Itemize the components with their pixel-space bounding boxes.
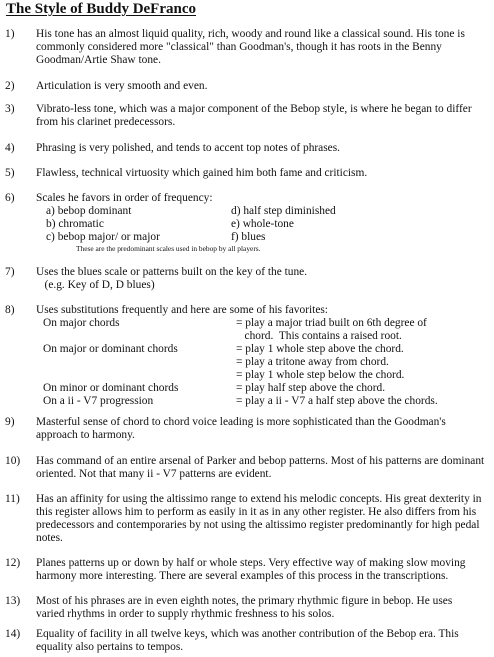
scale-entry: a) bebop dominant [46, 205, 132, 217]
list-item [5, 304, 489, 408]
item-number: 3) [5, 103, 15, 115]
item-number: 6) [5, 192, 15, 204]
scale-entry: c) bebop major/ or major [46, 231, 160, 243]
substitution-row [36, 369, 489, 382]
substitution-rule: = play 1 whole step below the chord. [236, 369, 405, 381]
substitution-rule: = play a major triad built on 6th degree of [236, 317, 427, 329]
list-item [5, 142, 489, 155]
item-number: 5) [5, 167, 15, 179]
list-item [5, 28, 489, 67]
item-line: equality also pertains to tempos. [36, 641, 184, 653]
item-line: harmony more interesting. There are several examples of this process in the transcriptions. [36, 570, 449, 582]
item-line: Scales he favors in order of frequency: [36, 192, 213, 204]
item-line: from his clarinet predecessors. [36, 116, 176, 128]
scales-footnote: These are the predominant scales used in bebop by all players. [76, 244, 261, 253]
item-line: this register allows him to perform as easily in it as in any other register. He also differs from his [36, 506, 477, 518]
substitution-row [36, 382, 489, 395]
item-line: Vibrato-less tone, which was a major component of the Bebop style, is where he began to differ [36, 103, 472, 115]
item-number: 9) [5, 416, 15, 428]
list-item [5, 167, 489, 180]
item-line: notes. [36, 532, 63, 544]
item-line: Planes patterns up or down by half or whole steps. Very effective way of making slow moving [36, 557, 466, 569]
scale-row [36, 218, 489, 231]
item-number: 14) [5, 628, 21, 640]
scale-entry: d) half step diminished [231, 205, 336, 217]
substitution-row [36, 317, 489, 330]
scale-row [36, 205, 489, 218]
substitution-rule: chord. This contains a raised root. [236, 330, 402, 342]
item-line: varied rhythms in order to supply rhythmic freshness to his solos. [36, 608, 335, 620]
substitution-rule: = play 1 whole step above the chord. [236, 343, 404, 355]
substitution-row [36, 356, 489, 369]
list-item [5, 416, 489, 442]
substitution-rule: = play a tritone away from chord. [236, 356, 389, 368]
page-title: The Style of Buddy DeFranco [6, 1, 197, 17]
list-item [5, 628, 489, 654]
list-item [5, 455, 489, 481]
list-item [5, 192, 489, 253]
scale-entry: b) chromatic [46, 218, 104, 230]
substitution-row [36, 343, 489, 356]
item-line: Has an affinity for using the altissimo range to extend his melodic concepts. His great dexterity in [36, 493, 482, 505]
item-number: 1) [5, 28, 15, 40]
list-item [5, 557, 489, 583]
item-number: 11) [5, 493, 20, 505]
substitution-row [36, 395, 489, 408]
item-line: commonly considered more "classical" than Goodman's, though it has roots in the Benny [36, 41, 442, 53]
item-line: predecessors and contemporaries by not using the altissimo register predominantly for high pedal [36, 519, 480, 531]
item-line: Articulation is very smooth and even. [36, 80, 208, 92]
chord-context: On major chords [43, 317, 120, 329]
item-line: Flawless, technical virtuosity which gained him both fame and criticism. [36, 167, 368, 179]
item-line: Masterful sense of chord to chord voice leading is more sophisticated than the Goodman's [36, 416, 446, 428]
list-item [5, 493, 489, 545]
item-line: His tone has an almost liquid quality, rich, woody and round like a classical sound. His tone is [36, 28, 465, 40]
item-line: (e.g. Key of D, D blues) [36, 279, 155, 291]
item-line: Uses the blues scale or patterns built on the key of the tune. [36, 266, 308, 278]
list-item [5, 595, 489, 621]
list-item [5, 80, 489, 93]
item-number: 13) [5, 595, 21, 607]
chord-context: On a ii - V7 progression [43, 395, 154, 407]
item-line: Uses substitutions frequently and here are some of his favorites: [36, 304, 328, 316]
item-line: Goodman/Artie Shaw tone. [36, 54, 161, 66]
item-number: 12) [5, 557, 21, 569]
item-number: 8) [5, 304, 15, 316]
substitution-rule: = play half step above the chord. [236, 382, 386, 394]
list-item [5, 266, 489, 292]
list-item [5, 103, 489, 129]
item-number: 10) [5, 455, 21, 467]
substitution-row [36, 330, 489, 343]
chord-context: On major or dominant chords [43, 343, 178, 355]
item-line: approach to harmony. [36, 429, 135, 441]
item-line: Phrasing is very polished, and tends to accent top notes of phrases. [36, 142, 341, 154]
scale-entry: e) whole-tone [231, 218, 294, 230]
substitution-rule: = play a ii - V7 a half step above the chords. [236, 395, 438, 407]
item-number: 4) [5, 142, 15, 154]
item-line: Equality of facility in all twelve keys, which was another contribution of the Bebop era. This [36, 628, 459, 640]
item-line: Most of his phrases are in even eighth notes, the primary rhythmic figure in bebop. He uses [36, 595, 453, 607]
scale-row [36, 231, 489, 244]
item-number: 2) [5, 80, 15, 92]
item-line: oriented. Not that many ii - V7 patterns are evident. [36, 468, 272, 480]
item-line: Has command of an entire arsenal of Parker and bebop patterns. Most of his patterns are dominant [36, 455, 485, 467]
scale-entry: f) blues [231, 231, 266, 243]
item-number: 7) [5, 266, 15, 278]
chord-context: On minor or dominant chords [43, 382, 179, 394]
